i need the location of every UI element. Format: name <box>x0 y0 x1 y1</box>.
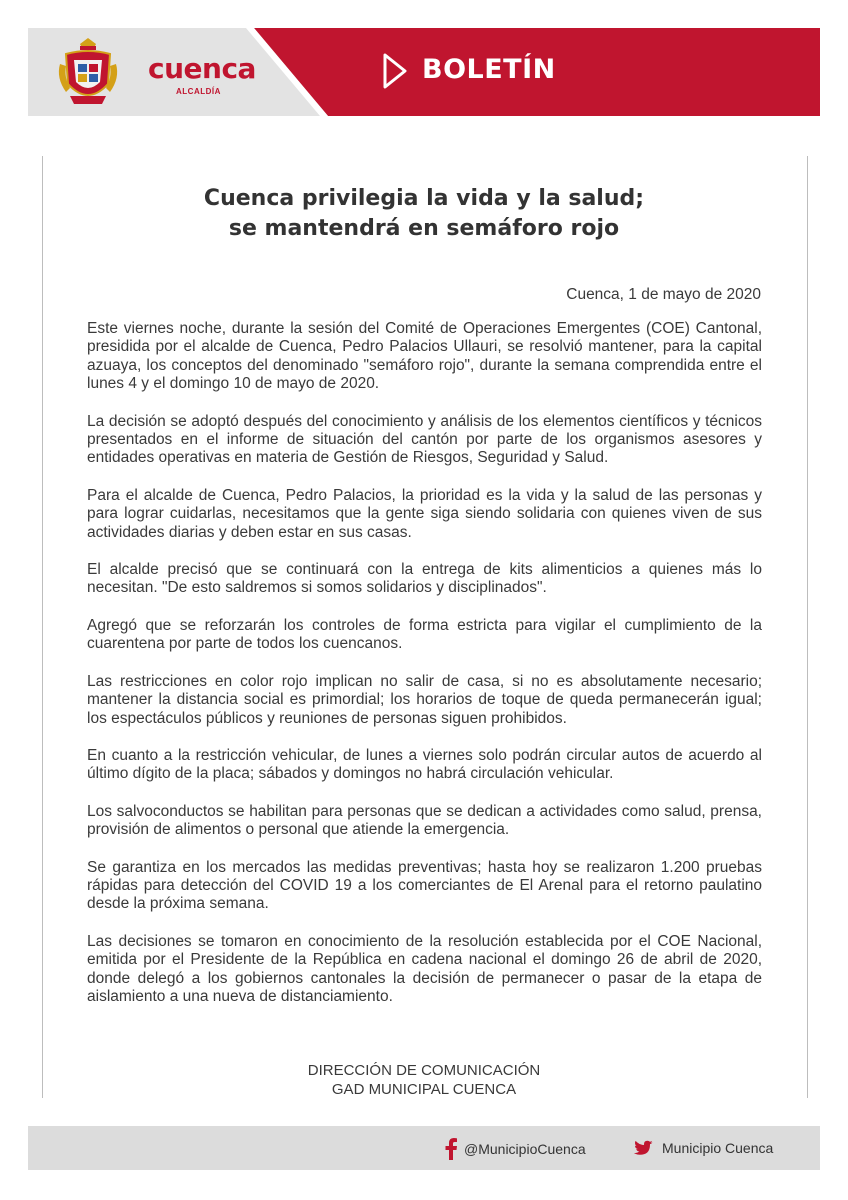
brand-subtitle: ALCALDÍA <box>176 87 221 96</box>
facebook-icon <box>444 1138 458 1160</box>
header-banner <box>28 28 820 116</box>
brand-name: cuenca <box>148 52 256 85</box>
signature-line-2: GAD MUNICIPAL CUENCA <box>331 1080 517 1098</box>
footer-bar <box>28 1126 820 1170</box>
paragraph: Este viernes noche, durante la sesión del Comité de Operaciones Emergentes (COE) Cantonal, presidida por el alcalde de Cuenca, Pedro Palacios Ullauri, se resolvió mantener, para la capital azuaya, los conceptos del denominado "semáforo rojo", durante la semana comprendida entre el lunes 4 y el domingo 10 de mayo de 2020. <box>87 320 762 393</box>
paragraph: Los salvoconductos se habilitan para personas que se dedican a actividades como salud, prensa, provisión de alimentos o personal que atiende la emergencia. <box>87 802 762 839</box>
paragraph: El alcalde precisó que se continuará con la entrega de kits alimenticios a quienes más lo necesitan. "De esto saldremos si somos solidarios y disciplinados". <box>87 561 762 597</box>
article-title <box>42 184 806 244</box>
title-line-2: se mantendrá en semáforo rojo <box>228 216 620 241</box>
paragraph: Agregó que se reforzarán los controles de forma estricta para vigilar el cumplimiento de la cuarentena por parte de todos los cuencanos. <box>87 616 762 653</box>
article-date: Cuenca, 1 de mayo de 2020 <box>566 286 761 303</box>
paragraph: Para el alcalde de Cuenca, Pedro Palacios, la prioridad es la vida y la salud de las personas y para lograr cuidarlas, necesitamos que la gente siga siendo solidaria con quienes viven de sus actividades diarias y deben estar en sus casas. <box>87 486 762 541</box>
paragraph: Las restricciones en color rojo implican no salir de casa, si no es absolutamente necesario; mantener la distancia social es primordial; los horarios de toque de queda permanecerán igual; los espectáculos públicos y reuniones de personas siguen prohibidos. <box>87 672 762 727</box>
twitter-link[interactable] <box>632 1138 773 1158</box>
article-body <box>87 320 762 1025</box>
section-label: BOLETÍN <box>422 54 556 85</box>
play-arrow-icon <box>382 52 408 90</box>
municipality-logo[interactable] <box>56 36 276 110</box>
signature-line-1: DIRECCIÓN DE COMUNICACIÓN <box>307 1062 541 1079</box>
paragraph: Las decisiones se tomaron en conocimiento de la resolución establecida por el COE Nacional, emitida por el Presidente de la República en cadena nacional el domingo 26 de abril de 2020, donde delegó a los gobiernos cantonales la decisión de permanecer o pasar de la etapa de aislamiento a una nueva de distanciamiento. <box>87 932 762 1005</box>
signature-block <box>42 1062 806 1099</box>
twitter-icon <box>632 1138 656 1158</box>
paragraph: La decisión se adoptó después del conocimiento y análisis de los elementos científicos y técnicos presentados en el informe de situación del cantón por parte de los organismos asesores y entidades operativas en materia de Gestión de Riesgos, Seguridad y Salud. <box>87 412 762 467</box>
paragraph: En cuanto a la restricción vehicular, de lunes a viernes solo podrán circular autos de acuerdo al último dígito de la placa; sábados y domingos no habrá circulación vehicular. <box>87 746 762 783</box>
title-line-1: Cuenca privilegia la vida y la salud; <box>203 186 645 211</box>
facebook-link[interactable] <box>444 1138 586 1160</box>
coat-of-arms-icon <box>56 34 120 110</box>
facebook-handle: @MunicipioCuenca <box>464 1141 586 1157</box>
twitter-handle: Municipio Cuenca <box>662 1140 774 1156</box>
paragraph: Se garantiza en los mercados las medidas preventivas; hasta hoy se realizaron 1.200 pruebas rápidas para detección del COVID 19 a los comerciantes de El Arenal para el retorno paulatino desde la próxima semana. <box>87 858 762 913</box>
